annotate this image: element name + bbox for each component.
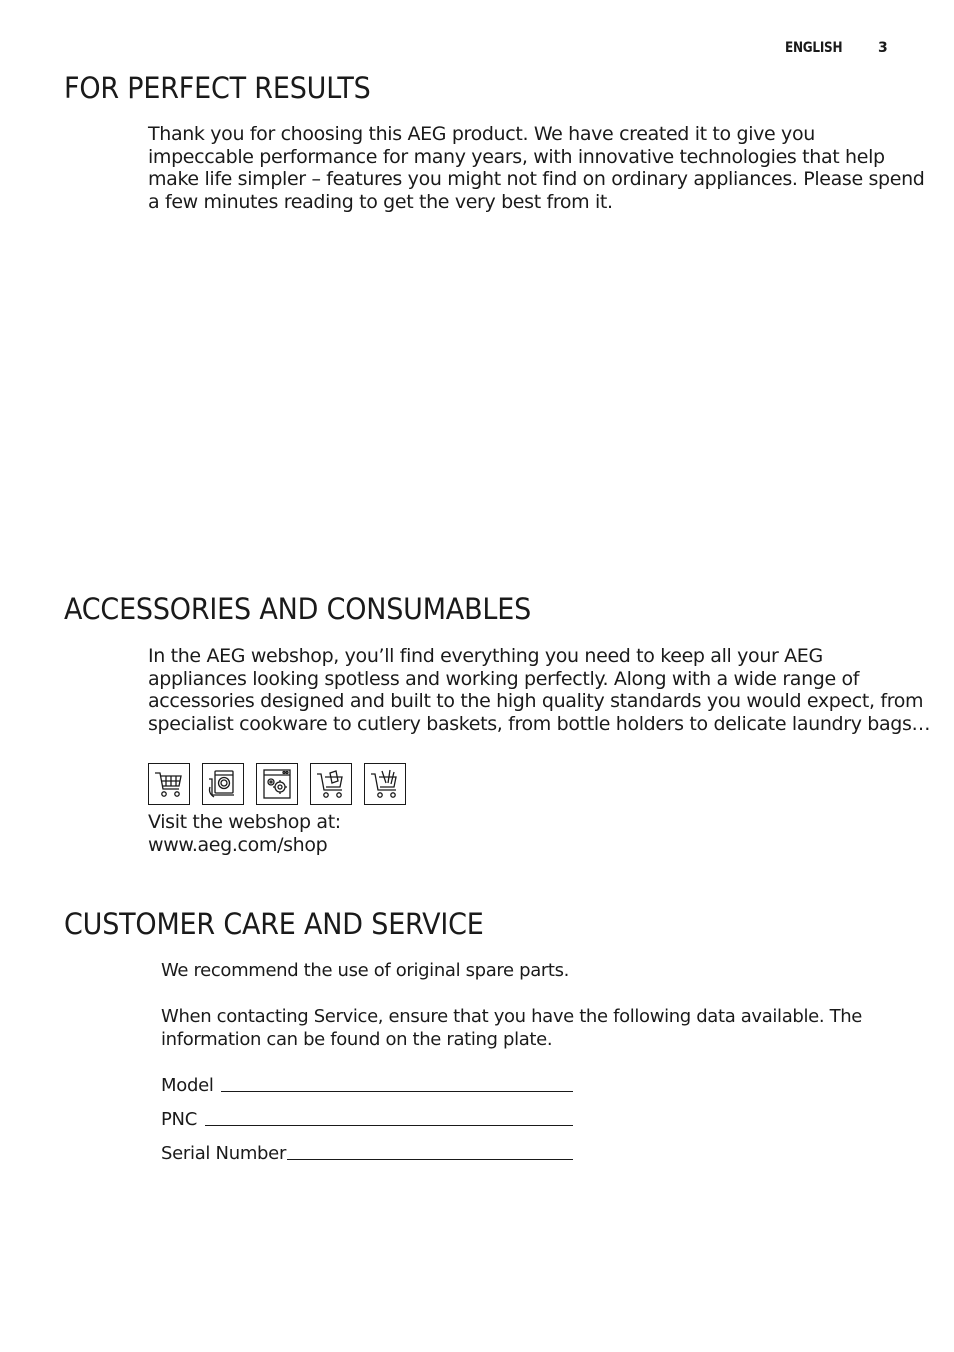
contact-paragraph bbox=[161, 1006, 862, 1051]
header-language: ENGLISH bbox=[785, 40, 843, 56]
contact-line: When contacting Service, ensure that you have the following data available. The bbox=[161, 1006, 863, 1027]
accessories-line: accessories designed and built to the high quality standards you would expect, from bbox=[148, 690, 924, 712]
cart-bag-icon bbox=[310, 763, 352, 805]
shopping-cart-icon bbox=[148, 763, 190, 805]
model-label: Model bbox=[161, 1075, 214, 1096]
webshop-icons bbox=[148, 763, 406, 805]
serial-number-label: Serial Number bbox=[161, 1143, 287, 1164]
accessories-line: specialist cookware to cutlery baskets, from bottle holders to delicate laundry bags… bbox=[148, 712, 931, 735]
accessories-line: appliances looking spotless and working perfectly. Along with a wide range of bbox=[148, 667, 860, 690]
cart-bottle-icon bbox=[364, 763, 406, 805]
intro-paragraph bbox=[148, 123, 925, 213]
webshop-url[interactable]: www.aeg.com/shop bbox=[148, 833, 328, 856]
visit-label: Visit the webshop at: bbox=[148, 811, 341, 833]
recommend-text bbox=[161, 960, 569, 983]
recommend-line: We recommend the use of original spare parts. bbox=[161, 960, 570, 981]
intro-line: a few minutes reading to get the very best from it. bbox=[148, 190, 613, 213]
pnc-input-line[interactable] bbox=[205, 1125, 573, 1126]
accessories-paragraph bbox=[148, 645, 930, 735]
webshop-visit bbox=[148, 811, 341, 856]
intro-line: impeccable performance for many years, with innovative technologies that help bbox=[148, 145, 885, 168]
dishwasher-gear-icon bbox=[256, 763, 298, 805]
accessories-line: In the AEG webshop, you’ll find everything you need to keep all your AEG bbox=[148, 645, 823, 667]
contact-line: information can be found on the rating plate. bbox=[161, 1028, 553, 1050]
section-title-customer-care: CUSTOMER CARE AND SERVICE bbox=[64, 907, 484, 941]
pnc-label: PNC bbox=[161, 1109, 197, 1130]
page-number: 3 bbox=[878, 40, 888, 56]
model-input-line[interactable] bbox=[221, 1091, 573, 1092]
serial-number-input-line[interactable] bbox=[287, 1159, 573, 1160]
section-title-perfect-results: FOR PERFECT RESULTS bbox=[64, 71, 371, 105]
intro-line: make life simpler – features you might not find on ordinary appliances. Please spend bbox=[148, 168, 925, 190]
washing-machine-cart-icon bbox=[202, 763, 244, 805]
section-title-accessories: ACCESSORIES AND CONSUMABLES bbox=[64, 592, 532, 626]
intro-line: Thank you for choosing this AEG product. We have created it to give you bbox=[148, 123, 815, 145]
